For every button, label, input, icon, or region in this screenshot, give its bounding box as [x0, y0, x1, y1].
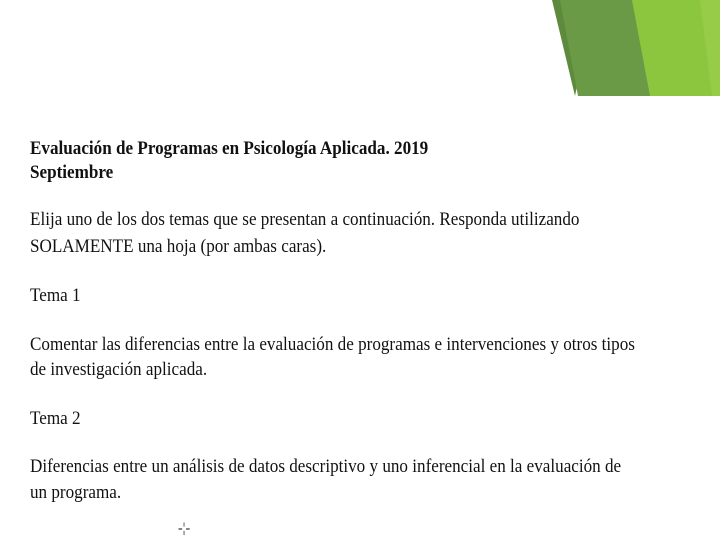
instructions-line-1: Elija uno de los dos temas que se presentan a continuación. Responda utilizando [30, 209, 580, 230]
page-mark: -¦- [178, 521, 191, 536]
topic-2-line-2: un programa. [30, 482, 122, 503]
instructions-line-2: SOLAMENTE una hoja (por ambas caras). [30, 236, 327, 257]
document-title: Evaluación de Programas en Psicología Aplicada. 2019 [30, 138, 429, 159]
topic-1-heading: Tema 1 [30, 285, 81, 306]
topic-1-line-2: de investigación aplicada. [30, 359, 208, 380]
topic-2-line-1: Diferencias entre un análisis de datos descriptivo y uno inferencial en la evaluación de [30, 456, 622, 477]
topic-1-line-1: Comentar las diferencias entre la evaluación de programas e intervenciones y otros tipos [30, 334, 635, 355]
document-subtitle: Septiembre [30, 162, 114, 183]
topic-2-heading: Tema 2 [30, 408, 81, 429]
